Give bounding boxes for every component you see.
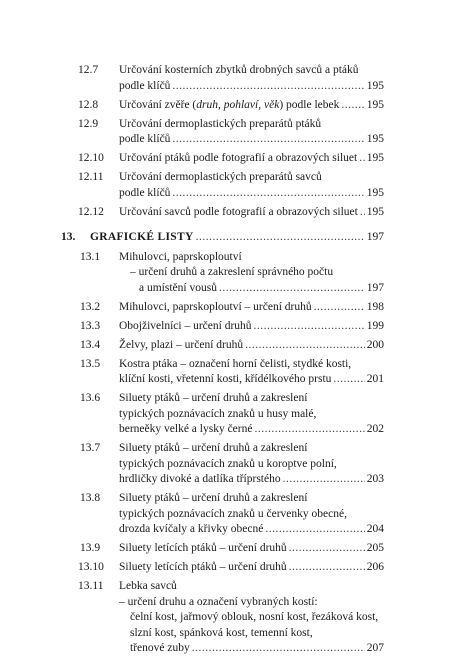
dot-leader (341, 98, 364, 114)
entry-number: 13.3 (80, 319, 101, 332)
page-number: 202 (366, 423, 384, 435)
page-number: 207 (366, 642, 384, 654)
dot-leader (254, 319, 365, 335)
entry-title-line: drozda kvíčaly a křivky obecné (119, 523, 264, 535)
entry-number: 13.2 (80, 300, 101, 313)
chapter-title: GRAFICKÉ LISTY (90, 231, 194, 243)
dot-leader (333, 372, 364, 388)
entry-number: 13.11 (78, 580, 104, 592)
entry-title-line: Určování dermoplastických preparátů savců (119, 171, 322, 183)
entry-title-line: hrdličky divoké a datlíka tříprstého (119, 473, 281, 485)
dot-leader (289, 560, 365, 576)
entry-title-line: čelní kost, jařmový oblouk, nosní kost, řezáková kost, (130, 611, 379, 623)
page-number: 197 (366, 231, 384, 243)
toc-entry-13-8[interactable] (0, 491, 456, 538)
dot-leader (359, 151, 365, 167)
entry-title-line: podle klíčů (119, 186, 171, 199)
page-number: 204 (366, 523, 384, 535)
entry-title-line: Siluety ptáků – určení druhů a zakreslení (119, 492, 308, 504)
toc-entry-13-10[interactable] (0, 560, 456, 576)
toc-entry-12-10[interactable] (0, 151, 456, 167)
entry-title-line: Určování ptáků podle fotografií a obrazových siluet (119, 152, 358, 164)
entry-title-line: berneěky velké a lysky černé (119, 423, 253, 435)
toc-entry-13-4[interactable] (0, 338, 456, 354)
entry-number: 13.5 (80, 357, 101, 370)
toc-entry-12-8[interactable] (0, 98, 456, 114)
entry-number: 13.6 (80, 392, 101, 404)
entry-title-line: Lebka savců (119, 580, 177, 592)
entry-number: 13.9 (80, 542, 101, 554)
entry-title-line: Siluety ptáků – určení druhů a zakreslení (119, 392, 308, 404)
page-number: 200 (366, 338, 384, 351)
entry-title-line: Určování zvěře (druh, pohlaví, věk) podle lebek (119, 98, 340, 111)
entry-number: 12.12 (78, 205, 104, 218)
dot-leader (196, 230, 365, 246)
toc-chapter-13[interactable] (0, 230, 456, 246)
entry-title-line: Mihulovci, paprskoploutví – určení druhů (119, 300, 312, 313)
entry-title-line: typických poznávacích znaků u červenky obecné, (119, 507, 347, 520)
page-number: 198 (366, 300, 384, 313)
entry-title-line: Mihulovci, paprskoploutví (119, 250, 242, 263)
entry-number: 13.10 (78, 561, 104, 573)
entry-title-line: třenové zuby (130, 642, 190, 654)
entry-title-line: – určení druhu a označení vybraných kostí: (119, 595, 318, 608)
entry-number: 12.11 (78, 171, 104, 183)
entry-number: 13.7 (80, 442, 101, 454)
entry-title-line: klíční kosti, vřetenní kosti, křídélkového prstu (119, 373, 332, 385)
dot-leader (192, 641, 365, 657)
toc-entry-12-11[interactable] (0, 170, 456, 201)
page-number: 195 (366, 133, 384, 145)
entry-title-line: podle klíčů (119, 79, 171, 92)
page-number: 199 (366, 319, 384, 332)
page-number: 205 (366, 542, 384, 554)
dot-leader (254, 422, 364, 438)
toc-entry-13-2[interactable] (0, 300, 456, 316)
entry-number: 12.10 (78, 152, 104, 164)
table-of-contents (0, 63, 456, 660)
entry-title-line: Želvy, plazi – určení druhů (119, 338, 244, 351)
toc-entry-13-7[interactable] (0, 441, 456, 488)
dot-leader (360, 205, 365, 221)
page-number: 195 (366, 98, 384, 111)
page-number: 206 (366, 561, 384, 573)
chapter-number: 13. (61, 231, 76, 243)
dot-leader (172, 132, 364, 148)
toc-entry-12-9[interactable] (0, 117, 456, 148)
entry-title-line: a umístění vousů (139, 281, 217, 294)
entry-title-line: podle klíčů (119, 133, 171, 145)
entry-title-line: Určování dermoplastických preparátů ptáků (119, 117, 322, 130)
entry-title-line: Určování kosterních zbytků drobných savců a ptáků (119, 64, 359, 76)
entry-title-line: Siluety ptáků – určení druhů a zakreslení (119, 442, 308, 454)
toc-entry-13-6[interactable] (0, 391, 456, 438)
toc-entry-13-5[interactable] (0, 357, 456, 388)
page-number: 203 (366, 473, 384, 485)
entry-number: 13.8 (80, 492, 101, 504)
entry-title-line: Siluety letících ptáků – určení druhů (119, 542, 287, 554)
entry-title-line: Siluety letících ptáků – určení druhů (119, 561, 287, 573)
page-number: 195 (366, 79, 384, 92)
toc-entry-13-3[interactable] (0, 319, 456, 335)
dot-leader (245, 338, 365, 354)
entry-title-line: typických poznávacích znaků u koroptve polní, (119, 457, 337, 470)
entry-number: 12.7 (78, 64, 99, 76)
page-number: 195 (366, 152, 384, 164)
entry-number: 12.8 (78, 98, 99, 111)
dot-leader (172, 79, 364, 95)
entry-number: 13.1 (80, 250, 101, 263)
entry-number: 13.4 (80, 338, 101, 351)
dot-leader (289, 541, 365, 557)
dot-leader (219, 281, 365, 297)
toc-entry-13-1[interactable] (0, 250, 456, 297)
page-number: 197 (366, 281, 384, 294)
entry-title-line: Kostra ptáka – označení horní čelisti, stydké kosti, (119, 357, 352, 370)
entry-number: 12.9 (78, 117, 99, 130)
toc-entry-12-12[interactable] (0, 205, 456, 221)
dot-leader (283, 472, 365, 488)
entry-title-line: slzní kost, spánková kost, temenní kost, (130, 626, 313, 639)
dot-leader (265, 522, 364, 538)
entry-title-line: Určování savců podle fotografií a obrazových siluet (119, 205, 358, 218)
page-number: 195 (366, 186, 384, 199)
entry-title-line: typických poznávacích znaků u husy malé, (119, 407, 317, 420)
toc-entry-13-11[interactable] (0, 579, 456, 657)
dot-leader (172, 186, 364, 202)
entry-title-line: – určení druhů a zakreslení správného počtu (130, 266, 334, 278)
toc-entry-13-9[interactable] (0, 541, 456, 557)
dot-leader (314, 300, 365, 316)
page-number: 195 (366, 205, 384, 218)
page-number: 201 (366, 373, 384, 385)
toc-entry-12-7[interactable] (0, 63, 456, 94)
entry-title-line: Obojživelníci – určení druhů (119, 319, 252, 332)
